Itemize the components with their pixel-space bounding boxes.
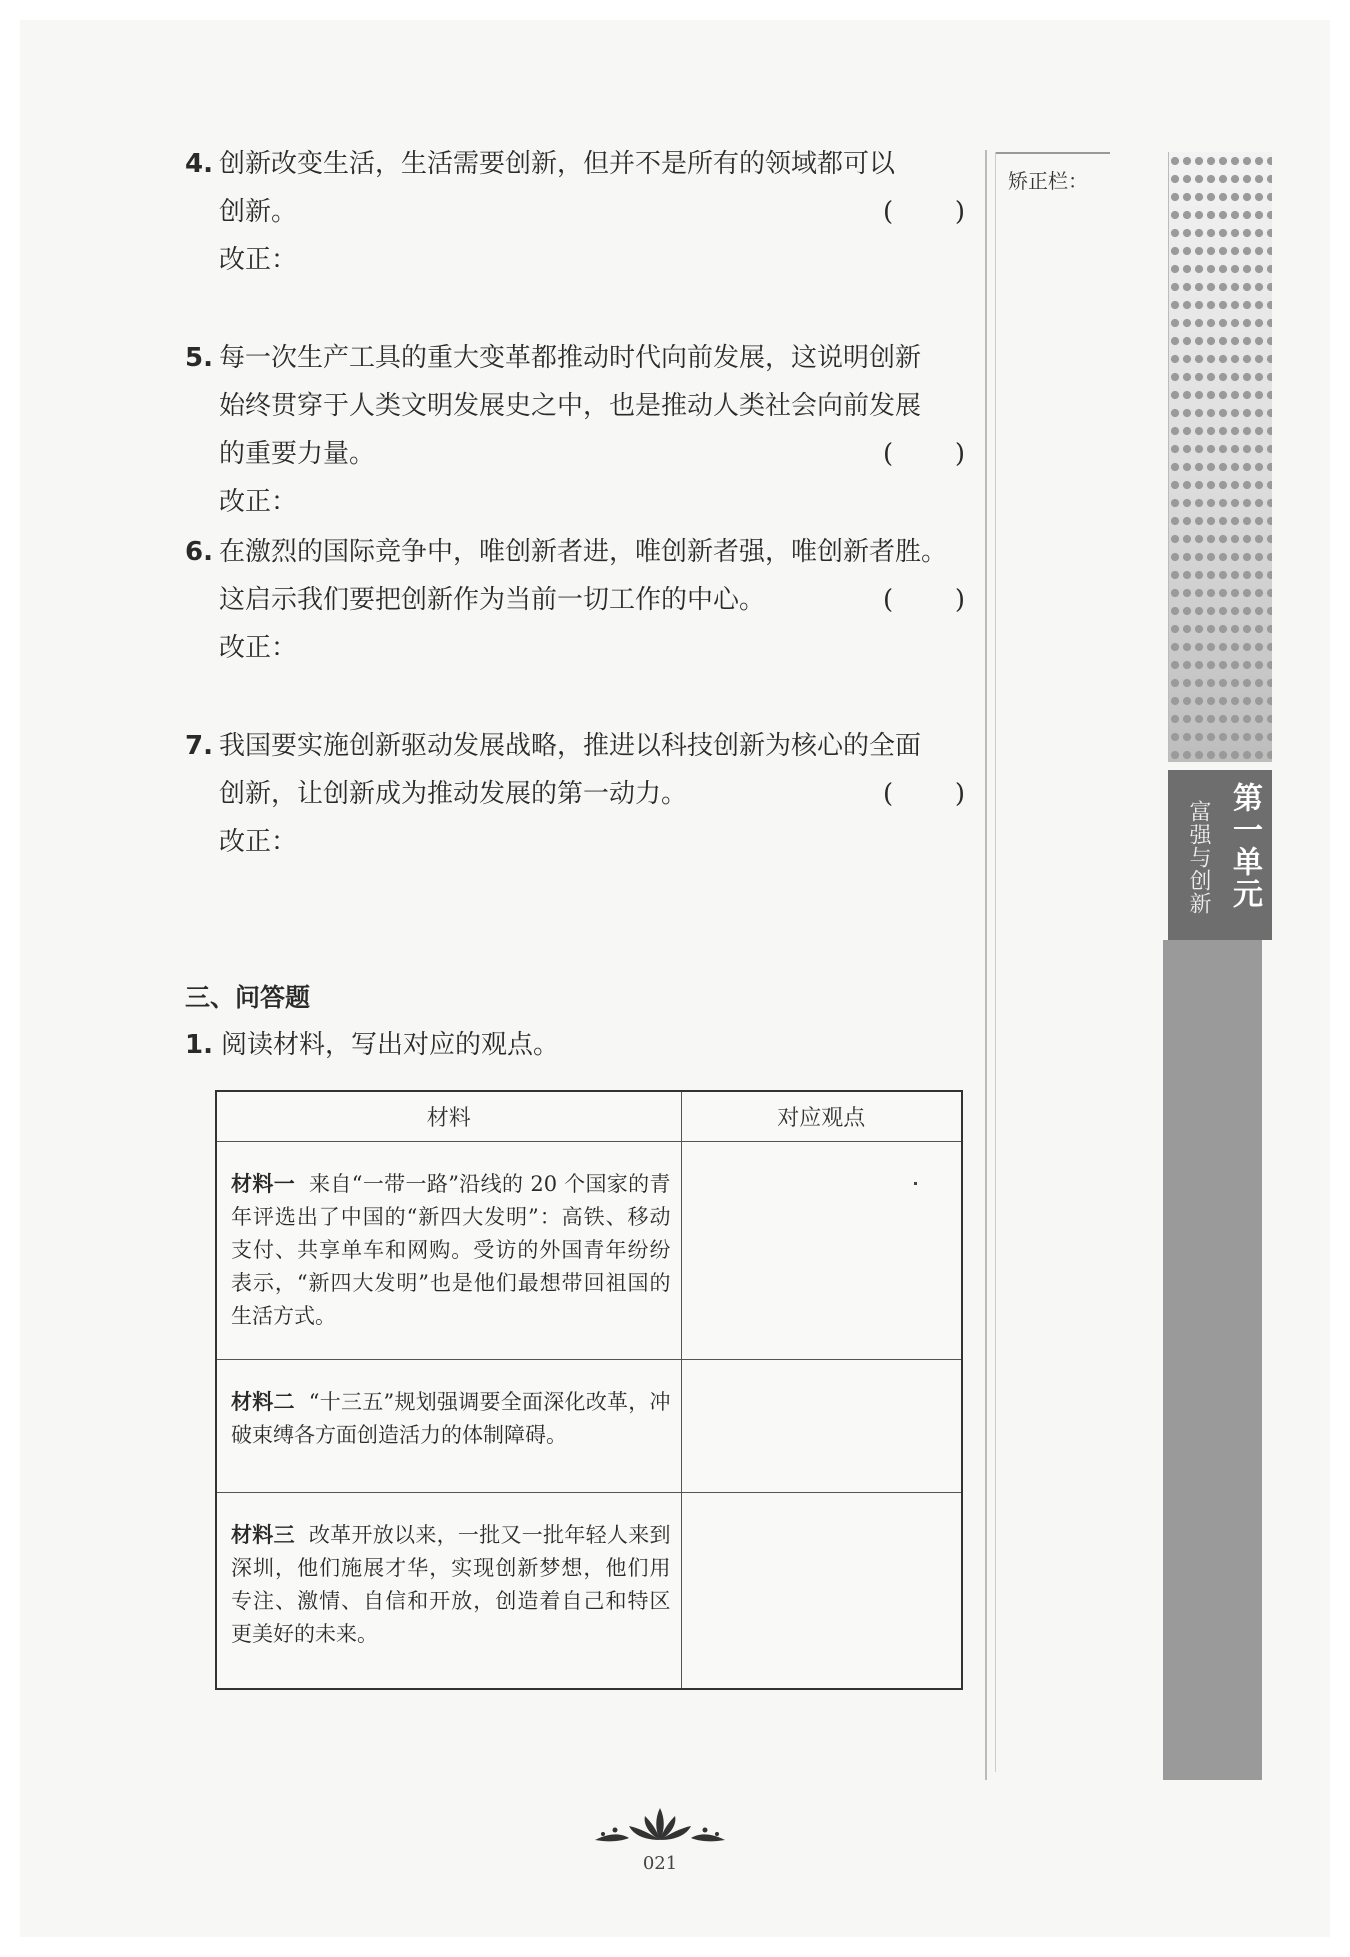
question-text-line: 这启示我们要把创新作为当前一切工作的中心。 — [219, 585, 766, 615]
material-cell — [216, 1492, 681, 1689]
viewpoint-answer-cell[interactable] — [681, 1492, 962, 1689]
viewpoint-answer-cell[interactable] — [681, 1359, 962, 1492]
question-text-line: 在激烈的国际竞争中，唯创新者进，唯创新者强，唯创新者胜。 — [219, 537, 948, 567]
ink-dot — [914, 1182, 917, 1185]
material-text: 改革开放以来，一批又一批年轻人来到深圳，他们施展才华，实现创新梦想，他们用专注、激情、自信和开放，创造着自己和特区更美好的未来。 — [231, 1522, 671, 1646]
question-number: 7. — [185, 731, 213, 761]
question-6 — [185, 528, 965, 672]
question-text-line: 始终贯穿于人类文明发展史之中，也是推动人类社会向前发展 — [219, 391, 922, 421]
answer-parentheses[interactable]: ( ) — [883, 197, 965, 227]
material-label: 材料三 — [231, 1522, 295, 1547]
correction-column-rule — [995, 152, 1110, 154]
correction-prompt: 改正： — [219, 827, 298, 857]
answer-parentheses[interactable]: ( ) — [883, 439, 965, 469]
material-cell — [216, 1141, 681, 1359]
unit-title: 第一单元 — [1227, 782, 1262, 910]
question-text-line: 创新。 — [219, 197, 298, 227]
question-text-line: 创新改变生活，生活需要创新，但并不是所有的领域都可以 — [219, 149, 896, 179]
correction-column-label: 矫正栏： — [1008, 169, 1088, 193]
correction-prompt: 改正： — [219, 245, 298, 275]
section-title: 三、问答题 — [185, 983, 311, 1012]
unit-tab — [1168, 770, 1272, 940]
question-number: 6. — [185, 537, 213, 567]
question-text-line: 的重要力量。 — [219, 439, 376, 469]
halftone-decoration — [1168, 152, 1272, 762]
question-4 — [185, 140, 965, 284]
question-7 — [185, 722, 965, 866]
correction-prompt: 改正： — [219, 487, 298, 517]
table-row — [216, 1141, 962, 1359]
question-text-line: 创新，让创新成为推动发展的第一动力。 — [219, 779, 688, 809]
question-text-line: 每一次生产工具的重大变革都推动时代向前发展，这说明创新 — [219, 343, 922, 373]
page-number: 021 — [642, 1853, 678, 1874]
table-row — [216, 1492, 962, 1689]
correction-column-border — [995, 152, 996, 1772]
column-header-viewpoint: 对应观点 — [681, 1091, 962, 1141]
question-5 — [185, 334, 965, 526]
table-header-row — [216, 1091, 962, 1141]
material-label: 材料二 — [231, 1389, 295, 1414]
margin-divider — [985, 150, 987, 1780]
question-number: 1. — [185, 1030, 213, 1060]
material-text: “十三五”规划强调要全面深化改革，冲破束缚各方面创造活力的体制障碍。 — [231, 1389, 671, 1447]
unit-subtitle: 富强与创新 — [1186, 800, 1211, 915]
sub-question — [185, 1024, 559, 1061]
materials-table — [215, 1090, 963, 1690]
answer-parentheses[interactable]: ( ) — [883, 779, 965, 809]
sub-question-text: 阅读材料，写出对应的观点。 — [220, 1030, 559, 1060]
material-cell — [216, 1359, 681, 1492]
answer-parentheses[interactable]: ( ) — [883, 585, 965, 615]
viewpoint-answer-cell[interactable] — [681, 1141, 962, 1359]
question-text-line: 我国要实施创新驱动发展战略，推进以科技创新为核心的全面 — [219, 731, 922, 761]
material-label: 材料一 — [231, 1171, 296, 1196]
column-header-material: 材料 — [216, 1091, 681, 1141]
question-number: 5. — [185, 343, 213, 373]
table-row — [216, 1359, 962, 1492]
material-text: 来自“一带一路”沿线的 20 个国家的青年评选出了中国的“新四大发明”：高铁、移动支付、共享单车和网购。受访的外国青年纷纷表示，“新四大发明”也是他们最想带回祖国的生活方式。 — [231, 1171, 671, 1328]
question-number: 4. — [185, 149, 213, 179]
floral-ornament-icon — [585, 1800, 735, 1850]
unit-strip — [1163, 940, 1262, 1780]
correction-prompt: 改正： — [219, 633, 298, 663]
